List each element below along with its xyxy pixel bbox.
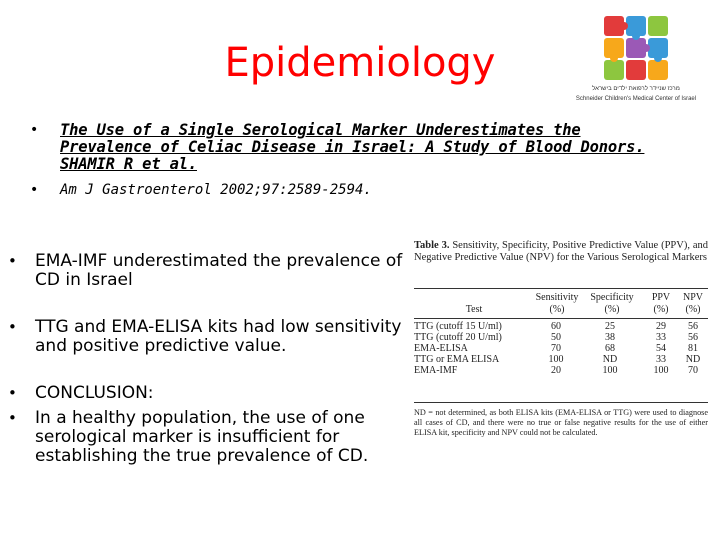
table-row: EMA-ELISA 70 68 54 81: [414, 343, 698, 354]
reference-citation: [30, 182, 430, 204]
table-row: EMA-IMF 20 100 100 70: [414, 365, 698, 376]
slide-title: Epidemiology: [224, 40, 496, 86]
bullet: •: [30, 182, 39, 198]
header-sensitivity: Sensitivity (%): [535, 292, 579, 315]
bullet: •: [8, 384, 17, 402]
table-row: TTG (cutoff 20 U/ml) 50 38 33 56: [414, 332, 698, 343]
header-test: Test: [465, 304, 483, 315]
logo-english-text: Schneider Children's Medical Center of Israel: [575, 96, 697, 102]
point-text: TTG and EMA-ELISA kits had low sensitivity and positive predictive value.: [35, 317, 402, 356]
article-title: The Use of a Single Serological Marker Underestimates the Prevalence of Celiac Disease in Israel: A Study of Blood Donors. SHAMIR R et al.: [60, 121, 645, 173]
citation-text: Am J Gastroenterol 2002;97:2589-2594.: [60, 182, 372, 198]
table-caption: [414, 240, 708, 264]
bullet: •: [8, 409, 17, 427]
reference-article: [30, 122, 670, 182]
table-rule: [414, 318, 708, 319]
point-text: EMA-IMF underestimated the prevalence of CD in Israel: [35, 251, 403, 290]
table-rule: [414, 402, 708, 403]
point-text: CONCLUSION:: [35, 383, 154, 403]
point-text: In a healthy population, the use of one serological marker is insufficient for establishing the true prevalence of CD.: [35, 408, 369, 466]
table-rule: [414, 288, 708, 289]
table-row: TTG (cutoff 15 U/ml) 60 25 29 56: [414, 321, 698, 332]
schneider-logo: [560, 14, 712, 110]
bullet: •: [8, 252, 17, 270]
table-footnote: ND = not determined, as both ELISA kits (EMA-ELISA or TTG) were used to diagnose all cases of CD, and there were no true or false negative results for the use of either ELISA kit, specificity and NPV could not be calculated.: [414, 408, 708, 437]
header-specificity: Specificity (%): [590, 292, 634, 315]
results-table: [414, 240, 708, 456]
table-row: TTG or EMA ELISA 100 ND 33 ND: [414, 354, 701, 365]
logo-hebrew-text: מרכז שניידר לרפואת ילדים בישראל: [592, 86, 680, 92]
header-npv: NPV (%): [682, 292, 703, 315]
bullet: •: [8, 318, 17, 336]
table-number: Table 3.: [414, 240, 450, 251]
bullet: •: [30, 122, 39, 138]
puzzle-logo-icon: [560, 14, 712, 84]
table-caption-text: Sensitivity, Specificity, Positive Predictive Value (PPV), and Negative Predictive Value (NPV) for the Various Serological Markers: [414, 240, 708, 263]
header-ppv: PPV (%): [651, 292, 671, 315]
